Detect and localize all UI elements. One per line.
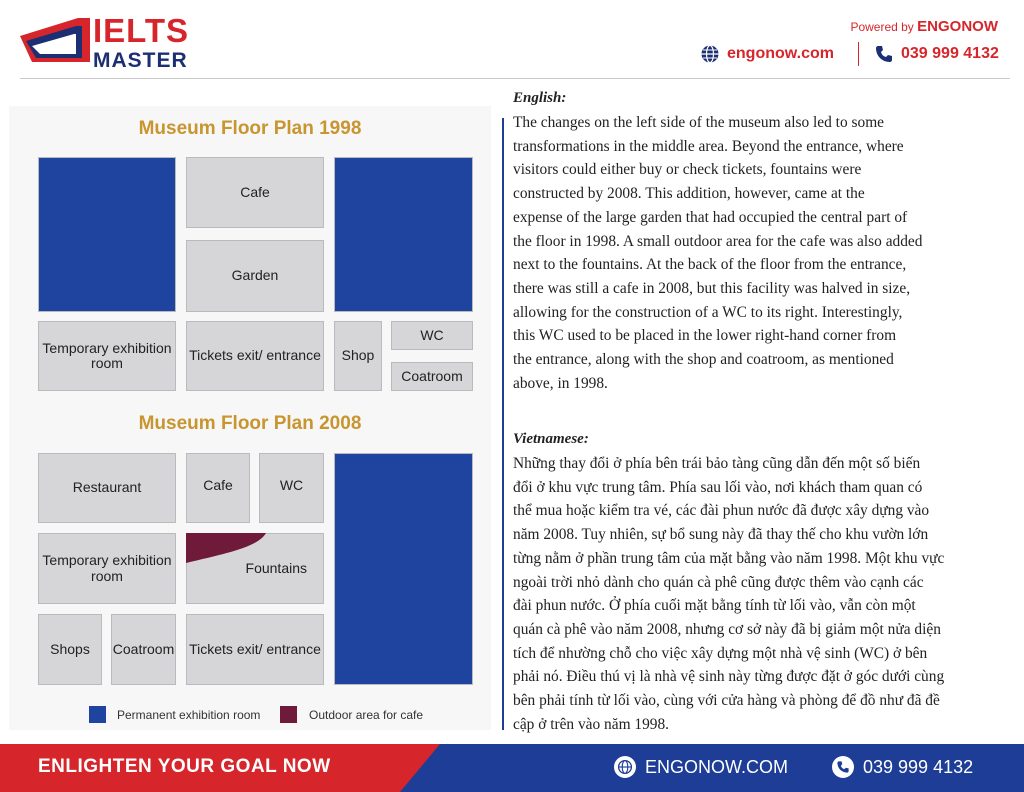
logo-text-ielts: IELTS <box>93 12 190 49</box>
plan-1998-coatroom: Coatroom <box>391 362 473 391</box>
plan-2008-cafe: Cafe <box>186 453 250 523</box>
text-line: Những thay đổi ở phía bên trái bảo tàng cũng dẫn đến một số biến <box>513 455 921 472</box>
plan-2008-permanent-right <box>334 453 473 685</box>
text-line: thể mua hoặc kiểm tra vé, các đài phun nước đã được xây dựng vào <box>513 502 930 520</box>
english-heading: English: <box>513 90 567 106</box>
phone-icon <box>832 756 854 778</box>
text-line: transformations in the middle area. Beyond the entrance, where <box>513 137 904 155</box>
text-line: từng nằm ở phần trung tâm của mặt bằng vào năm 1998. Một khu vực <box>513 549 945 567</box>
legend-outdoor-label: Outdoor area for cafe <box>309 708 424 722</box>
text-line: this WC used to be placed in the lower right-hand corner from <box>513 327 897 345</box>
plan-2008-wc: WC <box>259 453 324 523</box>
header-phone-link[interactable] <box>874 44 999 64</box>
plan-1998-permanent-right <box>334 157 473 312</box>
text-line: đổi ở khu vực trung tâm. Phía sau lối vào, nơi khách tham quan có <box>513 478 923 496</box>
powered-brand: ENGONOW <box>917 18 998 35</box>
text-line: cập ở trên vào năm 1998. <box>513 715 670 733</box>
header-separator <box>858 42 859 66</box>
text-line: năm 2008. Tuy nhiên, sự bổ sung này đã thay thế cho khu vườn lớn <box>513 526 929 544</box>
phone-icon <box>874 44 894 64</box>
text-line: ngoài trời nhỏ dành cho quán cà phê cũng được thêm vào cạnh các <box>513 573 924 591</box>
plan-1998-wc: WC <box>391 321 473 350</box>
text-line: expense of the large garden that had occupied the central part of <box>513 208 908 226</box>
plan-1998-shop: Shop <box>334 321 382 391</box>
logo-text-master: MASTER <box>93 49 188 72</box>
plan-2008-coatroom: Coatroom <box>111 614 176 685</box>
plan-2008-title: Museum Floor Plan 2008 <box>138 413 362 434</box>
text-divider <box>502 118 504 730</box>
globe-icon <box>700 44 720 64</box>
plan-1998-tickets: Tickets exit/ entrance <box>186 321 324 391</box>
english-paragraph <box>513 111 1013 395</box>
footer-website: ENGONOW.COM <box>645 757 788 777</box>
plan-1998-permanent-left <box>38 157 176 312</box>
legend-permanent-label: Permanent exhibition room <box>117 708 261 722</box>
header-divider <box>20 78 1010 79</box>
header-phone: 039 999 4132 <box>901 45 999 62</box>
text-line: bên phải tính từ lối vào, cùng với cửa hàng và phòng để đồ như đã đề <box>513 692 940 710</box>
text-line: above, in 1998. <box>513 374 608 392</box>
header-website-link[interactable] <box>700 44 834 64</box>
powered-by <box>850 19 998 34</box>
header-website: engonow.com <box>727 45 834 62</box>
globe-icon <box>614 756 636 778</box>
text-line: allowing for the construction of a WC to its right. Interestingly, <box>513 303 903 321</box>
plan-1998-title: Museum Floor Plan 1998 <box>138 118 362 139</box>
text-line: constructed by 2008. This addition, however, came at the <box>513 185 865 203</box>
plan-2008-tickets: Tickets exit/ entrance <box>186 614 324 685</box>
footer-slogan: ENLIGHTEN YOUR GOAL NOW <box>38 756 331 777</box>
text-line: the floor in 1998. A small outdoor area for the cafe was also added <box>513 232 923 250</box>
text-line: next to the fountains. At the back of the floor from the entrance, <box>513 256 907 274</box>
text-line: quán cà phê vào năm 2008, nhưng cơ sở này đã bị giảm một nửa diện <box>513 620 941 638</box>
footer-phone-link[interactable] <box>832 756 973 778</box>
footer-website-link[interactable] <box>614 756 788 778</box>
text-line: the entrance, along with the shop and coatroom, as mentioned <box>513 351 894 369</box>
plan-1998-cafe: Cafe <box>186 157 324 228</box>
plan-2008-outdoor-area <box>186 533 266 563</box>
powered-prefix: Powered by <box>850 20 914 34</box>
text-line: phải nó. Điều thú vị là nhà vệ sinh này từng được đặt ở góc dưới cùng <box>513 668 945 686</box>
text-line: visitors could either buy or check tickets, fountains were <box>513 161 862 179</box>
text-line: there was still a cafe in 2008, but this facility was halved in size, <box>513 279 911 297</box>
text-line: tích để nhường chỗ cho việc xây dựng một nhà vệ sinh (WC) ở bên <box>513 644 928 662</box>
plan-1998-temporary: Temporary exhibition room <box>38 321 176 391</box>
vietnamese-heading: Vietnamese: <box>513 431 589 447</box>
footer-phone: 039 999 4132 <box>863 757 974 777</box>
plan-2008-shops: Shops <box>38 614 102 685</box>
legend-permanent-swatch <box>89 706 106 723</box>
text-line: đài phun nước. Ở phía cuối mặt bằng tính từ lối vào, vẫn còn một <box>513 597 916 615</box>
plan-2008-temporary: Temporary exhibition room <box>38 533 176 604</box>
plan-2008-restaurant: Restaurant <box>38 453 176 523</box>
plan-1998-garden: Garden <box>186 240 324 312</box>
plan-2008-fountains: Fountains <box>186 533 324 604</box>
text-line: The changes on the left side of the museum also led to some <box>513 114 884 131</box>
legend-outdoor-swatch <box>280 706 297 723</box>
vietnamese-paragraph <box>513 452 1013 736</box>
